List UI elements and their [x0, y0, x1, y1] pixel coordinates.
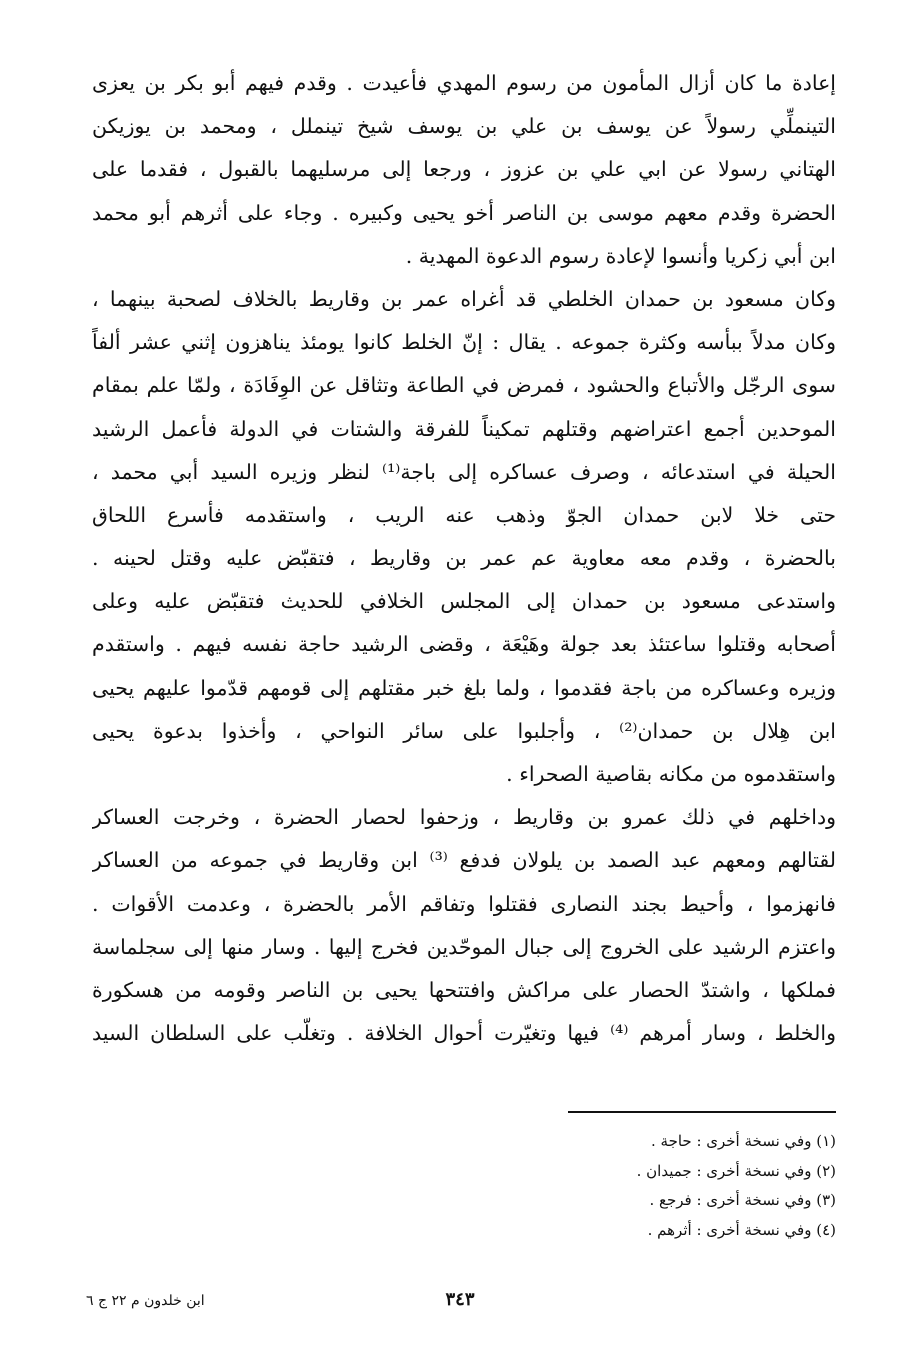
body-line: بالحضرة ، وقدم معه معاوية عم عمر بن وقاريط ، فتقبّض عليه وقتل لحينه .: [92, 546, 836, 571]
body-line: والخلط ، وسار أمرهم ⁽⁴⁾ فيها وتغيّرت أحوال الخلافة . وتغلّب على السلطان السيد: [92, 1021, 836, 1046]
footnote: (٤) وفي نسخة أخرى : أثرهم .: [647, 1220, 836, 1239]
printer-signature: ابن خلدون م ٢٢ ج ٦: [86, 1293, 205, 1309]
body-line: الهتاني رسولا عن ابي علي بن عزوز ، ورجعا إلى مرسليهما بالقبول ، فقدما على: [92, 157, 836, 182]
body-line: وزيره وعساكره من باجة فقدموا ، ولما بلغ خبر مقتلهم إلى قومهم قدّموا عليهم يحيى: [92, 675, 836, 700]
body-line: لقتالهم ومعهم عبد الصمد بن يلولان فدفع ⁽³⁾ ابن وقاريط في جموعه من العساكر: [92, 848, 836, 873]
body-line: فملكها ، واشتدّ الحصار على مراكش وافتتحها يحيى بن الناصر وقومه من هسكورة: [92, 977, 836, 1002]
body-line: وداخلهم في ذلك عمرو بن وقاريط ، وزحفوا لحصار الحضرة ، وخرجت العساكر: [92, 805, 836, 830]
body-line: واعتزم الرشيد على الخروج إلى جبال الموحّدين فخرج إليها . وسار منها إلى سجلماسة: [92, 934, 836, 959]
footnotes: [536, 1127, 836, 1245]
body-line: سوى الرجّل والأتباع والحشود ، فمرض في الطاعة وتثاقل عن الوِفَادَة ، ولمّا علم بمقام: [92, 373, 836, 398]
body-line: أصحابه وقتلوا ساعتئذ بعد جولة وهَيْعَة ، وقضى الرشيد حاجة نفسه فيهم . واستقدم: [92, 632, 836, 657]
body-line: واستدعى مسعود بن حمدان إلى المجلس الخلافي للحديث فتقبّض عليه وعلى: [92, 589, 836, 614]
footnote: (١) وفي نسخة أخرى : حاجة .: [650, 1132, 836, 1150]
body-line: وكان مسعود بن حمدان الخلطي قد أغراه عمر بن وقاريط بالخلاف لصحبة بينهما ،: [92, 286, 836, 311]
body-line: حتى خلا لابن حمدان الجوّ وذهب عنه الريب ، واستقدمه فأسرع اللحاق: [92, 502, 836, 527]
body-text: [92, 62, 836, 1055]
body-line: الموحدين أجمع اعتراضهم وقتلهم تمكيناً للفرقة والشتات في الدولة فأعمل الرشيد: [92, 416, 836, 441]
body-line: واستقدموه من مكانه بقاصية الصحراء .: [506, 762, 836, 786]
footnote-separator: [568, 1111, 836, 1113]
body-line: وكان مدلاً ببأسه وكثرة جموعه . يقال : إنّ الخلط كانوا يومئذ يناهزون إثني عشر ألفاً: [92, 330, 836, 355]
body-line: التينملِّي رسولاً عن يوسف بن علي بن يوسف شيخ تينملل ، ومحمد بن يوزيكن: [92, 114, 836, 139]
body-line: ابن أبي زكريا وأنسوا لإعادة رسوم الدعوة المهدية .: [405, 243, 836, 268]
footnote: (٣) وفي نسخة أخرى : فرجع .: [649, 1191, 836, 1209]
body-line: الحيلة في استدعائه ، وصرف عساكره إلى باجة⁽¹⁾ لنظر وزيره السيد أبي محمد ،: [92, 459, 836, 484]
footnote: (٢) وفي نسخة أخرى : جميدان .: [636, 1161, 836, 1180]
page-number: ٣٤٣: [445, 1289, 475, 1310]
body-line: الحضرة وقدم معهم موسى بن الناصر أخو يحيى وكبيره . وجاء على أثرهم أبو محمد: [92, 200, 836, 225]
body-line: إعادة ما كان أزال المأمون من رسوم المهدي فأعيدت . وقدم فيهم أبو بكر بن يعزى: [92, 71, 836, 95]
body-line: ابن هِلال بن حمدان⁽²⁾ ، وأجلبوا على سائر النواحي ، وأخذوا بدعوة يحيى: [92, 718, 836, 743]
body-line: فانهزموا ، وأحيط بجند النصارى فقتلوا وتفاقم الأمر بالحضرة ، وعدمت الأقوات .: [92, 891, 836, 916]
